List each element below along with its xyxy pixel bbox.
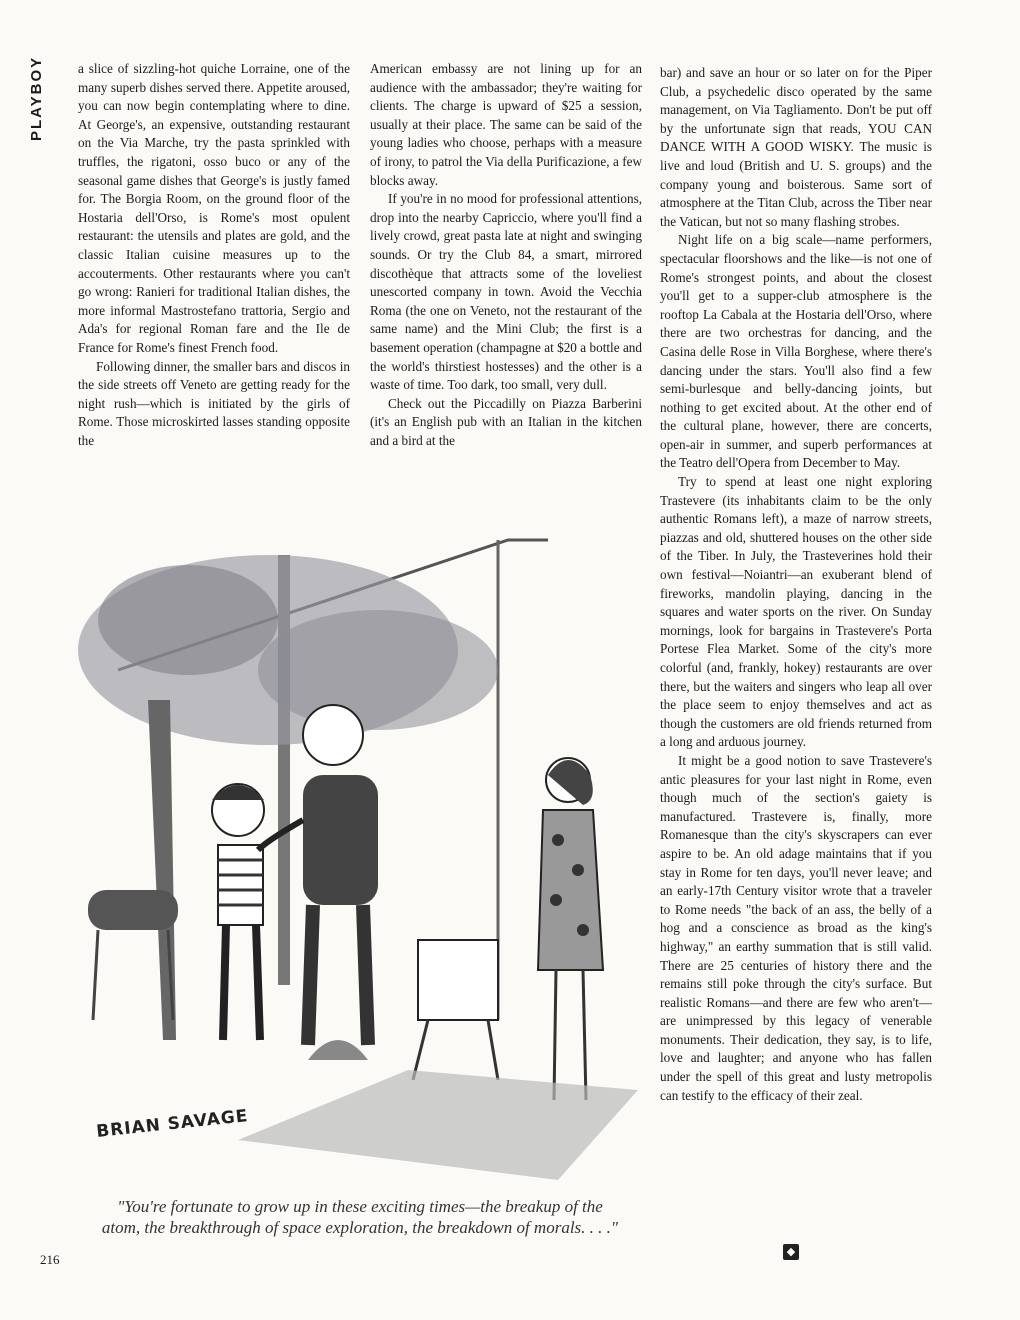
paragraph: bar) and save an hour or so later on for the Piper Club, a psychedelic disco operated by the same management, on Via Tagliamento. Don't be put off by the unfortunate sign that reads, YOU CAN DANCE WITH A GOOD WISKY. The music is live and loud (British and U. S. groups) and the company young and boisterous. Same sort of atmosphere at the Titan Club, across the Tiber near the Vatican, but not so many flashing strobes. xyxy=(660,65,932,229)
paragraph: American embassy are not lining up for an audience with the ambassador; they're waiting for clients. The charge is upward of $25 a session, usually at their place. The same can be said of the young ladies who choose, perhaps with a measure of irony, to patrol the Via della Purificazione, a few blocks away. xyxy=(370,61,642,188)
barbecue-grill xyxy=(88,890,178,930)
father-figure xyxy=(303,705,363,765)
paragraph: It might be a good notion to save Trastevere's antic pleasures for your last night in Rome, even though much of the section's gaiety is manufactured. Trastevere is, finally, more Romanesque than the city's skyscrapers can ever aspire to be. An old adage maintains that if you stay in Rome for ten days, you'll never leave; and an early-17th Century visitor wrote that a traveler to Rome needs "the back of an ass, the belly of a hog and a conscience as broad as the king's highway," an earthy summation that is still valid. There are 25 centuries of history there and the remains still poke through the city's surface. But realistic Romans—and there are few who aren't—are unimpressed by this legacy of venerable monuments. Their dedication, they say, is to life, love and laughter; and anyone who has fallen under the spell of this great and lusty metropolis can testify to the efficacy of their zeal. xyxy=(660,752,932,1103)
page-number: 216 xyxy=(40,1252,60,1267)
floor xyxy=(238,1070,638,1180)
article-column-1 xyxy=(78,60,350,450)
paragraph: Try to spend at least one night exploring Trastevere (its inhabitants claim to be the only authentic Romans left), a maze of narrow streets, piazzas and old, shuttered houses on the other side of the Tiber. In July, the Trasteverines hold their own festival—Noiantri—an exuberant blend of fireworks, mandolin playing, dancing in the squares and water sports on the river. On Sunday mornings, look for bargains in Trastevere's Porta Portese Flea Market. Some of the city's more colorful (and, frankly, hokey) restaurants are over there, but the waiters and singers who leap all over the place seem to enjoy themselves and act as though the customers are old friends returned from a long and arduous journey. xyxy=(660,474,932,750)
article-column-2 xyxy=(370,60,642,450)
cartoon-illustration xyxy=(78,500,638,1190)
paragraph: Night life on a big scale—name performers, spectacular floorshows and the like—is not one of Rome's strongest points, and about the closest you'll get to a supper-club atmosphere is the rooftop La Cabala at the Hostaria dell'Orso, where there are two orchestras for dancing, and the Casina delle Rose in Villa Borghese, where there's dancing under the stars. You'll also find a few semi-burlesque and belly-dancing joints, but nothing to get excited about. At the other end of the cultural plane, however, there are concerts, open-air in summer, and superb performances at the Teatro dell'Opera from December to May. xyxy=(660,232,932,471)
paragraph: Check out the Piccadilly on Piazza Barberini (it's an English pub with an Italian in the kitchen and a bird at the xyxy=(370,395,642,448)
rabbit-end-mark-icon: ◆ xyxy=(783,1244,799,1260)
paragraph: If you're in no mood for professional attentions, drop into the nearby Capriccio, where you'll find a lively crowd, great pasta late at night and swinging sounds. Or try the Club 84, a smart, mirrored discothèque that attracts some of the loveliest unescorted company in town. Avoid the Vecchia Roma (the one on Veneto, not the restaurant of the same name) and the Mini Club; the first is a basement operation (champagne at $20 a bottle and the world's thirstiest hostesses) and the other is a waste of time. Too dark, too small, very dull. xyxy=(370,191,642,393)
armchair xyxy=(418,940,498,1020)
masthead: PLAYBOY xyxy=(28,56,45,142)
paragraph: a slice of sizzling-hot quiche Lorraine, one of the many superb dishes served there. Appetite aroused, you can now begin contemplating where to dine. At George's, an expensive, outstanding restaurant on the Via Marche, try the pasta sprinkled with truffles, the rigatoni, osso buco or any of the seasonal game dishes that George's is justly famed for. The Borgia Room, on the ground floor of the Hostaria dell'Orso, is Rome's most opulent restaurant: the utensils and plates are gold, and the classic Italian cuisine measures up to the accouterments. Other restaurants where you can't go wrong: Ranieri for traditional Italian dishes, the more informal Mastrostefano trattoria, Sergio and Ada's for regional Roman fare and the Ile de France for Rome's finest French food. xyxy=(78,61,350,355)
paragraph: Following dinner, the smaller bars and discos in the side streets off Veneto are getting ready for the night rush—which is initiated by the girls of Rome. Those microskirted lasses standing opposite the xyxy=(78,358,350,448)
cartoon-caption: "You're fortunate to grow up in these exciting times—the breakup of the atom, the breakthrough of space exploration, the breakdown of morals. . . ." xyxy=(101,1197,619,1237)
article-column-3 xyxy=(660,64,932,1105)
artist-signature: BRIAN SAVAGE xyxy=(95,1106,250,1142)
